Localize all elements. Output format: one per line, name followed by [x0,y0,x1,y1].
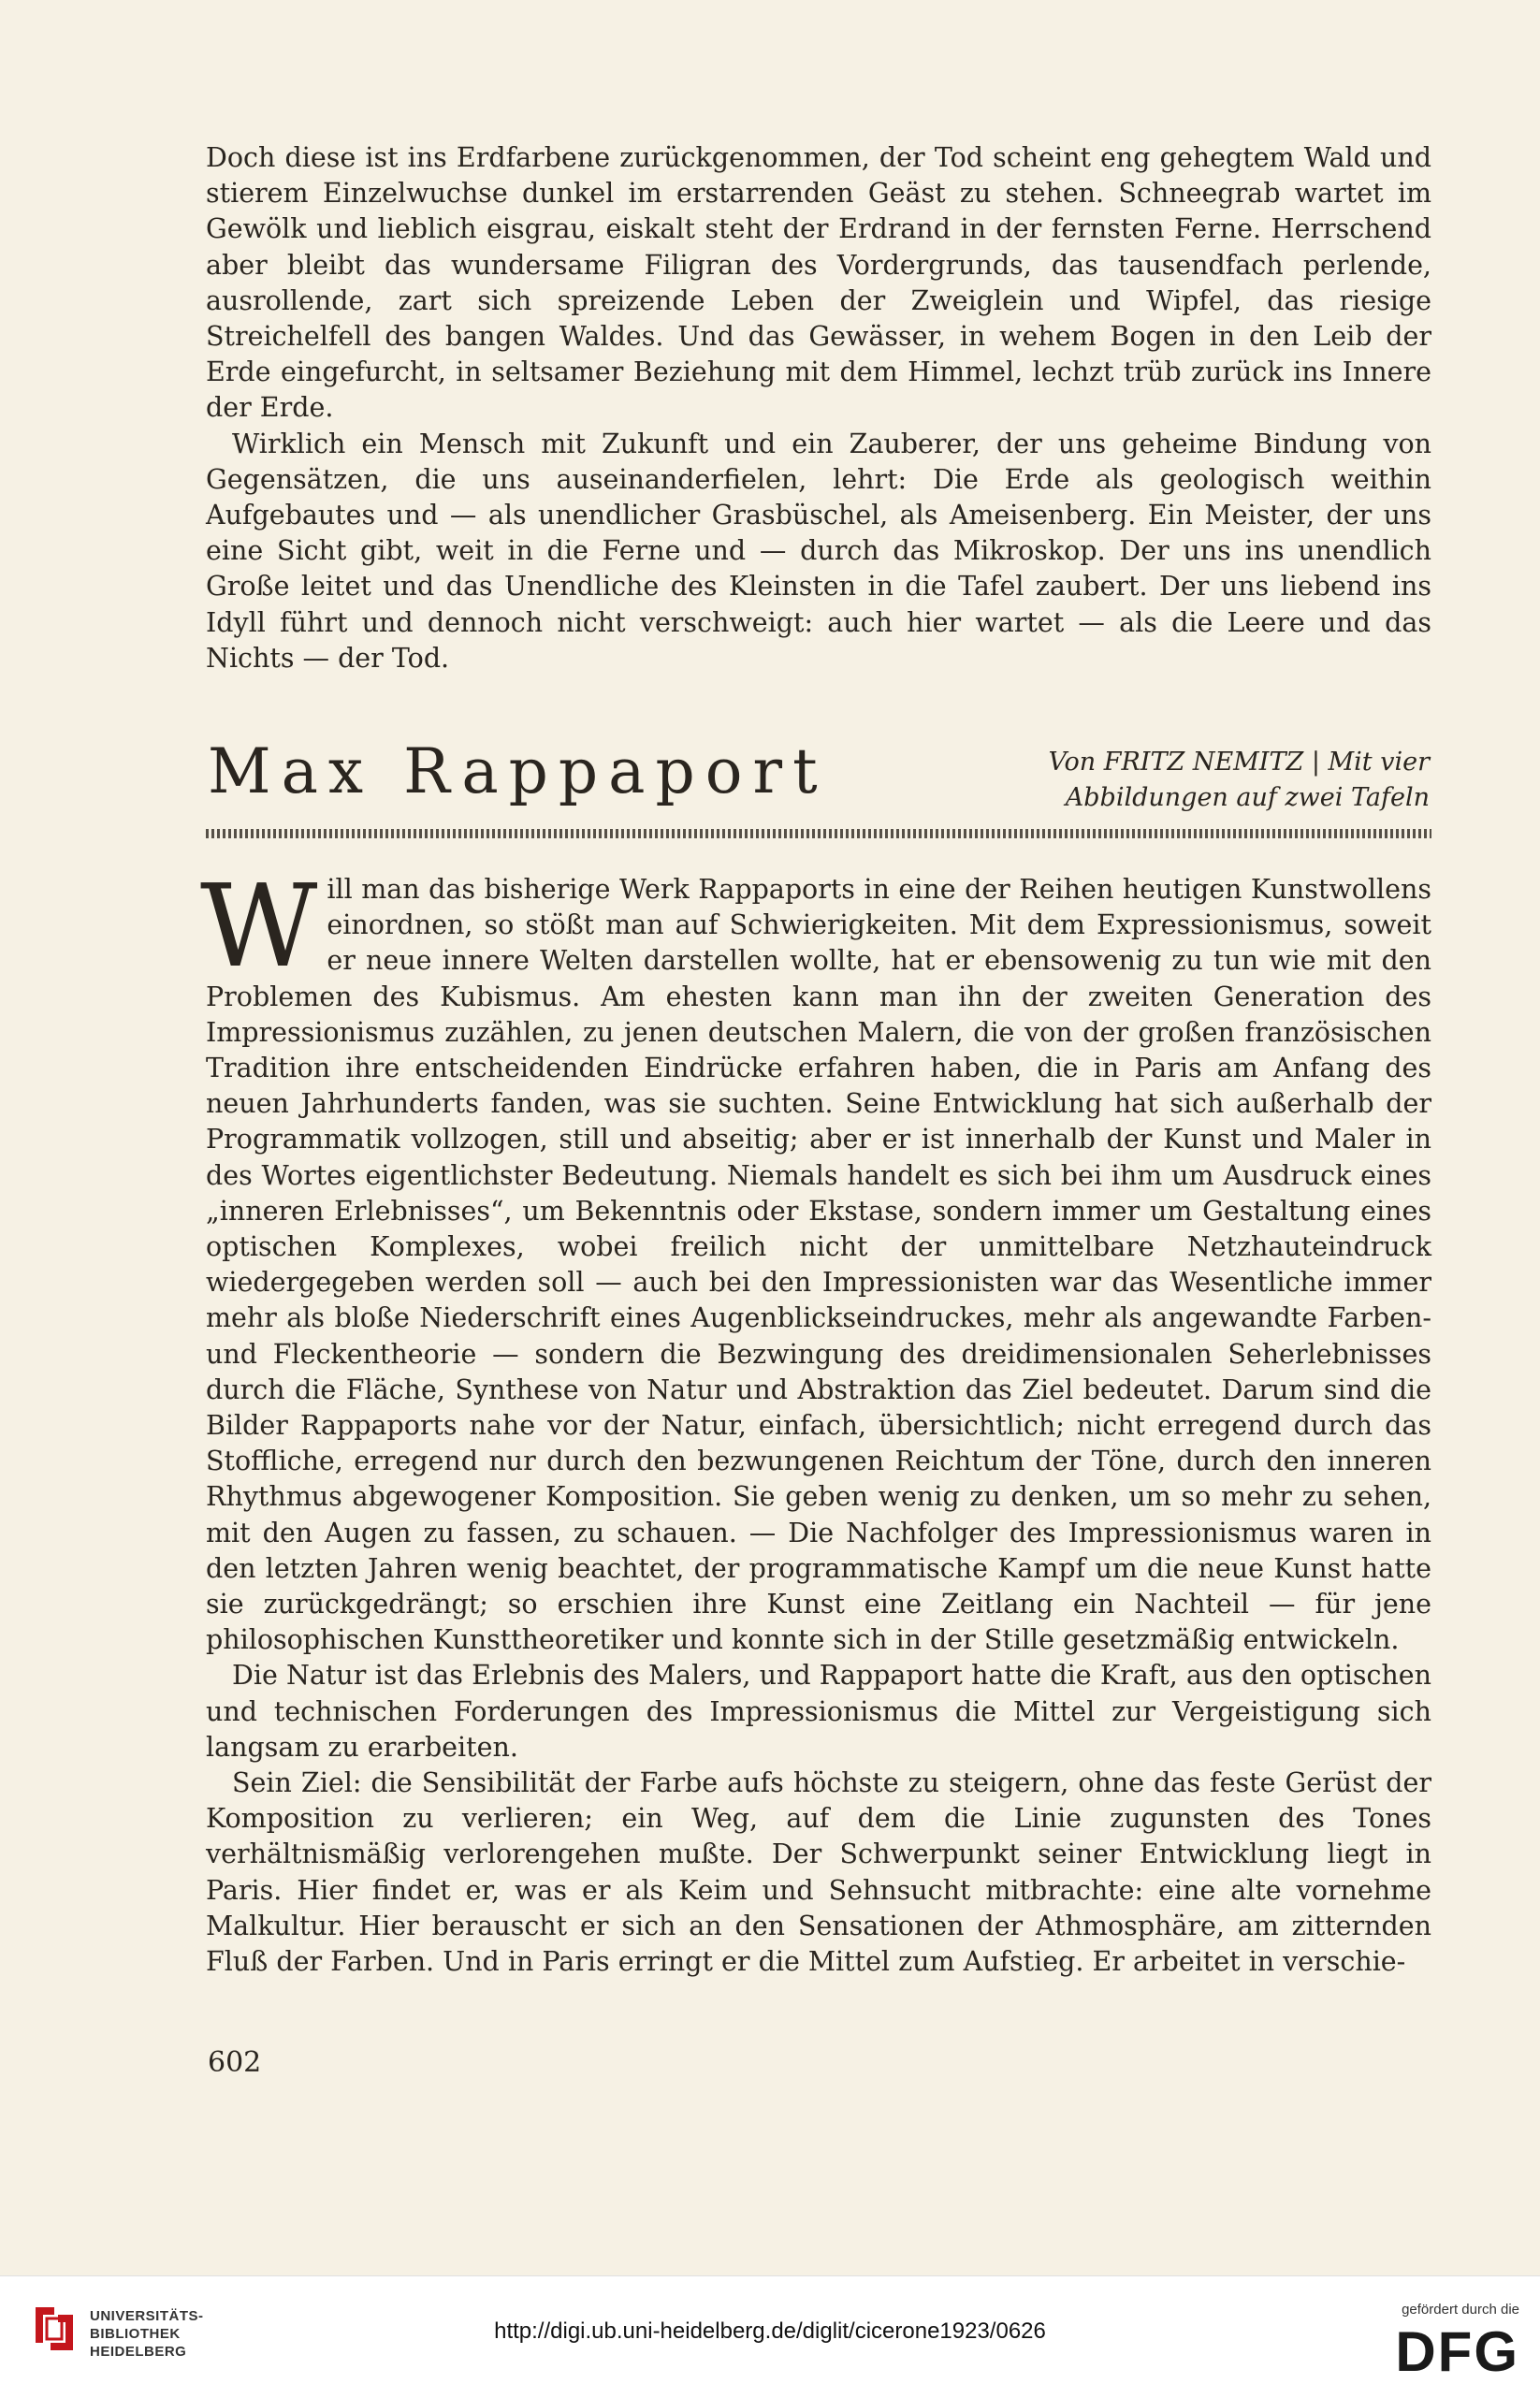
library-name-line: UNIVERSITÄTS- [90,2308,204,2324]
paragraph: Doch diese ist ins Erdfarbene zurückgenommen, der Tod scheint eng gehegtem Wald und stierem Einzelwuchse dunkel im erstarrenden Geäst zu stehen. Schneegrab wartet im Gewölk und lieblich eisgrau, eiskalt steht der Erdrand in der fernsten Ferne. Herrschend aber bleibt das wundersame Filigran des Vordergrunds, das tausendfach perlende, ausrollende, zart sich spreizende Leben der Zweiglein und Wipfel, das riesige Streichelfell des bangen Waldes. Und das Gewässer, in wehem Bogen in den Leib der Erde eingefurcht, in seltsamer Beziehung mit dem Himmel, lechzt trüb zurück ins Innere der Erde. [206,142,1431,424]
dfg-logo: DFG [1395,2320,1519,2383]
library-name-line: BIBLIOTHEK [90,2326,181,2342]
paragraph: Die Natur ist das Erlebnis des Malers, und Rappaport hatte die Kraft, aus den optischen und technischen Forderungen des Impressionismus die Mittel zur Vergeistigung sich langsam zu erarbeiten. [206,1660,1431,1763]
drop-cap: W [200,860,318,993]
page-number: 602 [208,2046,262,2079]
dotted-divider [206,829,1431,838]
article-title: Max Rappaport [208,735,828,807]
library-name-line: HEIDELBERG [90,2344,187,2360]
first-paragraph [200,860,1431,1658]
permalink-url[interactable]: http://digi.ub.uni-heidelberg.de/diglit/cicerone1923/0626 [494,2318,1046,2344]
paragraph: Sein Ziel: die Sensibilität der Farbe aufs höchste zu steigern, ohne das feste Gerüst der Komposition zu verlieren; ein Weg, auf dem die Linie zugunsten des Tones verhältnismäßig verlorengehen mußte. Der Schwerpunkt seiner Entwicklung liegt in Paris. Hier findet er, was er als Keim und Sehnsucht mitbrachte: eine alte vornehme Malkultur. Hier berauscht er sich an den Sensationen der Athmosphäre, am zitternden Fluß der Farben. Und in Paris erringt er die Mittel zum Aufstieg. Er arbeitet in verschie- [206,1767,1431,1978]
sponsor-caption: gefördert durch die [1402,2302,1519,2318]
article-byline: Von FRITZ NEMITZ | Mit vier Abbildungen auf zwei Tafeln [1048,748,1430,812]
article-body [200,860,1431,1980]
paragraph: Wirklich ein Mensch mit Zukunft und ein Zauberer, der uns geheime Bindung von Gegensätzen, die uns auseinanderfielen, lehrt: Die Erde als geologisch weithin Aufgebautes und — als unendlicher Grasbüschel, als Ameisenberg. Ein Meister, der uns eine Sicht gibt, weit in die Ferne und — durch das Mikroskop. Der uns ins unendlich Große leitet und das Unendliche des Kleinsten in die Tafel zaubert. Der uns liebend ins Idyll führt und dennoch nicht verschweigt: auch hier wartet — als die Leere und das Nichts — der Tod. [206,428,1431,674]
article-continuation [206,140,1431,676]
first-paragraph-text: ill man das bisherige Werk Rappaports in eine der Reihen heutigen Kunstwollens einordnen, so stößt man auf Schwierigkeiten. Mit dem Expressionismus, soweit er neue innere Welten darstellen wollte, hat er ebensowenig zu tun wie mit den Problemen des Kubismus. Am ehesten kann man ihn der zweiten Generation des Impressionismus zuzählen, zu jenen deutschen Malern, die von der großen französischen Tradition ihre entscheidenden Eindrücke erfahren haben, die in Paris am Anfang des neuen Jahrhunderts fanden, was sie suchten. Seine Entwicklung hat sich außerhalb der Programmatik vollzogen, still und abseitig; aber er ist innerhalb der Kunst und Maler in des Wortes eigentlichster Bedeutung. Niemals handelt es sich bei ihm um Ausdruck eines „inneren Erlebnisses“, um Bekenntnis oder Ekstase, sondern immer um Gestaltung eines optischen Komplexes, wobei freilich nicht der unmittelbare Netzhauteindruck wiedergegeben werden soll — auch bei den Impressionisten war das Wesentliche immer mehr als bloße Niederschrift eines Augenblickseindruckes, mehr als angewandte Farben- und Fleckentheorie — sondern die Bezwingung des dreidimensionalen Seherlebnisses durch die Fläche, Synthese von Natur und Abstraktion das Ziel bedeutet. Darum sind die Bilder Rappaports nahe vor der Natur, einfach, übersichtlich; nicht erregend durch das Stoffliche, erregend nur durch den bezwungenen Reichtum der Töne, durch den inneren Rhythmus abgewogener Komposition. Sie geben wenig zu denken, um so mehr zu sehen, mit den Augen zu fassen, zu schauen. — Die Nachfolger des Impressionismus waren in den letzten Jahren wenig beachtet, der programmatische Kampf um die neue Kunst hatte sie zurückgedrängt; so erschien ihre Kunst eine Zeitlang ein Nachteil — für jene philosophischen Kunsttheoretiker und konnte sich in der Stille gesetzmäßig entwickeln. [206,874,1431,1656]
